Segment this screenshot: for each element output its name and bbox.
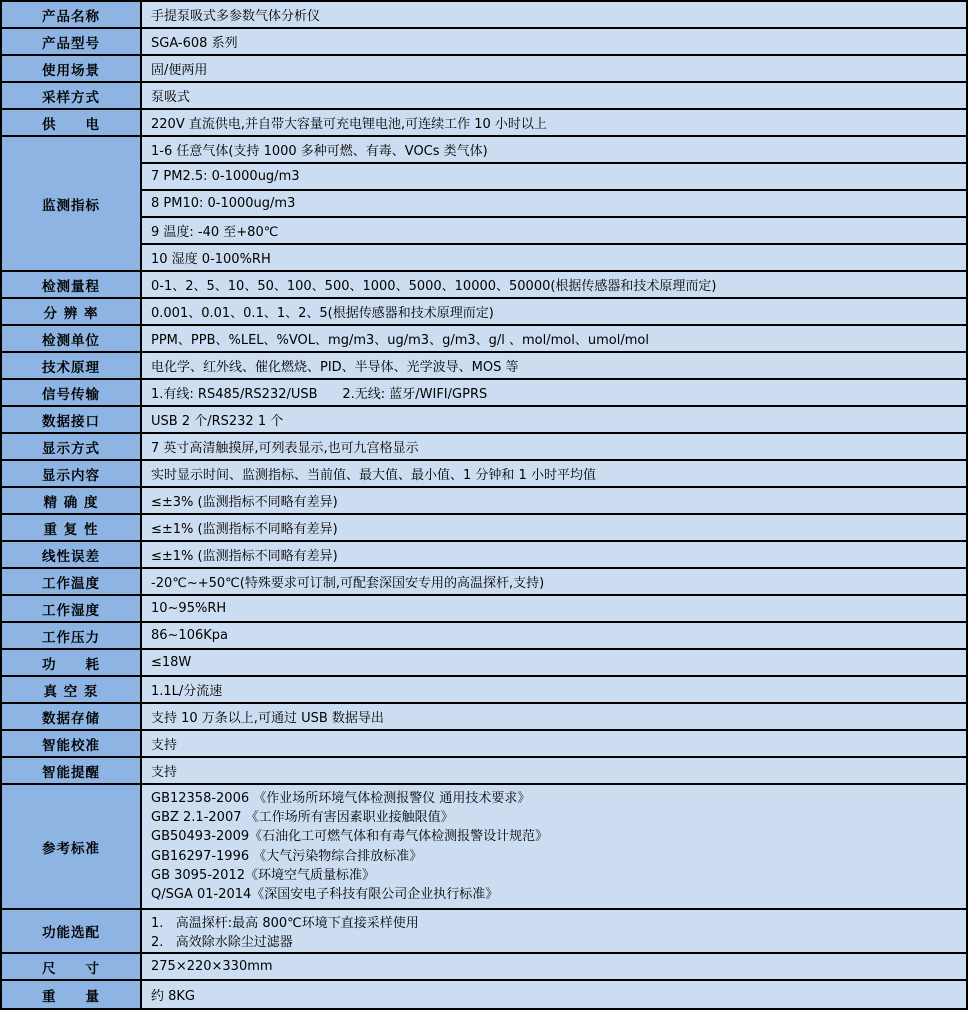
spec-value: 电化学、红外线、催化燃烧、PID、半导体、光学波导、MOS 等 bbox=[142, 353, 966, 378]
reference-standard-item: GB16297-1996 《大气污染物综合排放标准》 bbox=[151, 848, 423, 864]
spec-value: 泵吸式 bbox=[142, 83, 966, 108]
spec-label: 参考标准 bbox=[2, 785, 142, 908]
spec-label: 智能提醒 bbox=[2, 758, 142, 783]
reference-standard-list bbox=[142, 785, 966, 908]
spec-label: 重 量 bbox=[2, 981, 142, 1008]
row-resolution bbox=[2, 299, 966, 326]
monitoring-indicator-item: 9 温度: -40 至+80℃ bbox=[142, 218, 966, 245]
spec-value: 支持 bbox=[142, 731, 966, 756]
row-model bbox=[2, 29, 966, 56]
spec-value: 220V 直流供电,并自带大容量可充电锂电池,可连续工作 10 小时以上 bbox=[142, 110, 966, 135]
monitoring-indicator-list bbox=[142, 137, 966, 270]
spec-label: 真 空 泵 bbox=[2, 677, 142, 702]
spec-value: 固/便两用 bbox=[142, 56, 966, 81]
row-smart-reminder bbox=[2, 758, 966, 785]
spec-label: 线性误差 bbox=[2, 542, 142, 567]
optional-feature-item: 1. 高温探杆:最高 800℃环境下直接采样使用 bbox=[151, 916, 419, 931]
reference-standard-item: GB 3095-2012《环境空气质量标准》 bbox=[151, 867, 375, 883]
spec-value: ≤18W bbox=[142, 650, 966, 675]
spec-label: 分 辨 率 bbox=[2, 299, 142, 324]
row-detection-unit bbox=[2, 326, 966, 353]
spec-label: 检测量程 bbox=[2, 272, 142, 297]
spec-value: 约 8KG bbox=[142, 981, 966, 1008]
spec-value: 0-1、2、5、10、50、100、500、1000、5000、10000、50000(根据传感器和技术原理而定) bbox=[142, 272, 966, 297]
spec-value: 275×220×330mm bbox=[142, 954, 966, 979]
spec-label: 重 复 性 bbox=[2, 515, 142, 540]
spec-value: 1.1L/分流速 bbox=[142, 677, 966, 702]
spec-value: PPM、PPB、%LEL、%VOL、mg/m3、ug/m3、g/m3、g/l 、mol/mol、umol/mol bbox=[142, 326, 966, 351]
spec-label: 工作湿度 bbox=[2, 596, 142, 621]
spec-label: 精 确 度 bbox=[2, 488, 142, 513]
row-smart-calibration bbox=[2, 731, 966, 758]
row-power-consumption bbox=[2, 650, 966, 677]
row-data-storage bbox=[2, 704, 966, 731]
row-data-interface bbox=[2, 407, 966, 434]
row-product-name bbox=[2, 2, 966, 29]
monitoring-indicator-item: 10 湿度 0-100%RH bbox=[151, 252, 271, 267]
spec-label: 产品型号 bbox=[2, 29, 142, 54]
reference-standard-item: GB12358-2006 《作业场所环境气体检测报警仪 通用技术要求》 bbox=[151, 791, 531, 807]
row-sampling-method bbox=[2, 83, 966, 110]
spec-value: 10~95%RH bbox=[142, 596, 966, 621]
row-working-temperature bbox=[2, 569, 966, 596]
row-detection-range bbox=[2, 272, 966, 299]
spec-value: 86~106Kpa bbox=[142, 623, 966, 648]
spec-label: 显示内容 bbox=[2, 461, 142, 486]
monitoring-indicator-item: 1-6 任意气体(支持 1000 多种可燃、有毒、VOCs 类气体) bbox=[142, 137, 966, 164]
spec-label: 数据接口 bbox=[2, 407, 142, 432]
row-linearity-error bbox=[2, 542, 966, 569]
spec-label: 工作温度 bbox=[2, 569, 142, 594]
optional-feature-item: 2. 高效除水除尘过滤器 bbox=[151, 935, 293, 950]
spec-value: 支持 bbox=[142, 758, 966, 783]
spec-value: 支持 10 万条以上,可通过 USB 数据导出 bbox=[142, 704, 966, 729]
spec-label: 供 电 bbox=[2, 110, 142, 135]
row-weight bbox=[2, 981, 966, 1008]
spec-label: 使用场景 bbox=[2, 56, 142, 81]
spec-value: ≤±1% (监测指标不同略有差异) bbox=[142, 542, 966, 567]
spec-value: ≤±3% (监测指标不同略有差异) bbox=[142, 488, 966, 513]
spec-value: 手提泵吸式多参数气体分析仪 bbox=[142, 2, 966, 27]
spec-label: 功 耗 bbox=[2, 650, 142, 675]
spec-value: USB 2 个/RS232 1 个 bbox=[142, 407, 966, 432]
spec-label: 采样方式 bbox=[2, 83, 142, 108]
row-power-supply bbox=[2, 110, 966, 137]
row-technical-principle bbox=[2, 353, 966, 380]
row-display-mode bbox=[2, 434, 966, 461]
reference-standard-item: Q/SGA 01-2014《深国安电子科技有限公司企业执行标准》 bbox=[151, 886, 499, 902]
spec-label: 数据存储 bbox=[2, 704, 142, 729]
row-accuracy bbox=[2, 488, 966, 515]
row-usage-scenario bbox=[2, 56, 966, 83]
row-reference-standards bbox=[2, 785, 966, 910]
row-display-content bbox=[2, 461, 966, 488]
row-working-pressure bbox=[2, 623, 966, 650]
spec-label: 产品名称 bbox=[2, 2, 142, 27]
spec-label: 显示方式 bbox=[2, 434, 142, 459]
row-signal-transmission bbox=[2, 380, 966, 407]
spec-value: ≤±1% (监测指标不同略有差异) bbox=[142, 515, 966, 540]
spec-value: 实时显示时间、监测指标、当前值、最大值、最小值、1 分钟和 1 小时平均值 bbox=[142, 461, 966, 486]
row-monitoring-indicators bbox=[2, 137, 966, 272]
spec-label: 检测单位 bbox=[2, 326, 142, 351]
spec-value: 0.001、0.01、0.1、1、2、5(根据传感器和技术原理而定) bbox=[142, 299, 966, 324]
spec-value: 1.有线: RS485/RS232/USB 2.无线: 蓝牙/WIFI/GPRS bbox=[142, 380, 966, 405]
spec-label: 技术原理 bbox=[2, 353, 142, 378]
reference-standard-item: GB50493-2009《石油化工可燃气体和有毒气体检测报警设计规范》 bbox=[151, 829, 549, 845]
spec-value: 7 英寸高清触摸屏,可列表显示,也可九宫格显示 bbox=[142, 434, 966, 459]
spec-label: 尺 寸 bbox=[2, 954, 142, 979]
row-working-humidity bbox=[2, 596, 966, 623]
spec-value: -20℃~+50℃(特殊要求可订制,可配套深国安专用的高温探杆,支持) bbox=[142, 569, 966, 594]
optional-feature-list bbox=[142, 910, 966, 952]
spec-label: 工作压力 bbox=[2, 623, 142, 648]
monitoring-indicator-item: 8 PM10: 0-1000ug/m3 bbox=[142, 191, 966, 218]
row-optional-features bbox=[2, 910, 966, 954]
spec-label: 智能校准 bbox=[2, 731, 142, 756]
spec-label: 监测指标 bbox=[2, 137, 142, 270]
reference-standard-item: GBZ 2.1-2007 《工作场所有害因素职业接触限值》 bbox=[151, 810, 454, 826]
row-repeatability bbox=[2, 515, 966, 542]
spec-value: SGA-608 系列 bbox=[142, 29, 966, 54]
row-dimensions bbox=[2, 954, 966, 981]
row-vacuum-pump bbox=[2, 677, 966, 704]
spec-label: 功能选配 bbox=[2, 910, 142, 952]
spec-label: 信号传输 bbox=[2, 380, 142, 405]
monitoring-indicator-item: 7 PM2.5: 0-1000ug/m3 bbox=[142, 164, 966, 191]
